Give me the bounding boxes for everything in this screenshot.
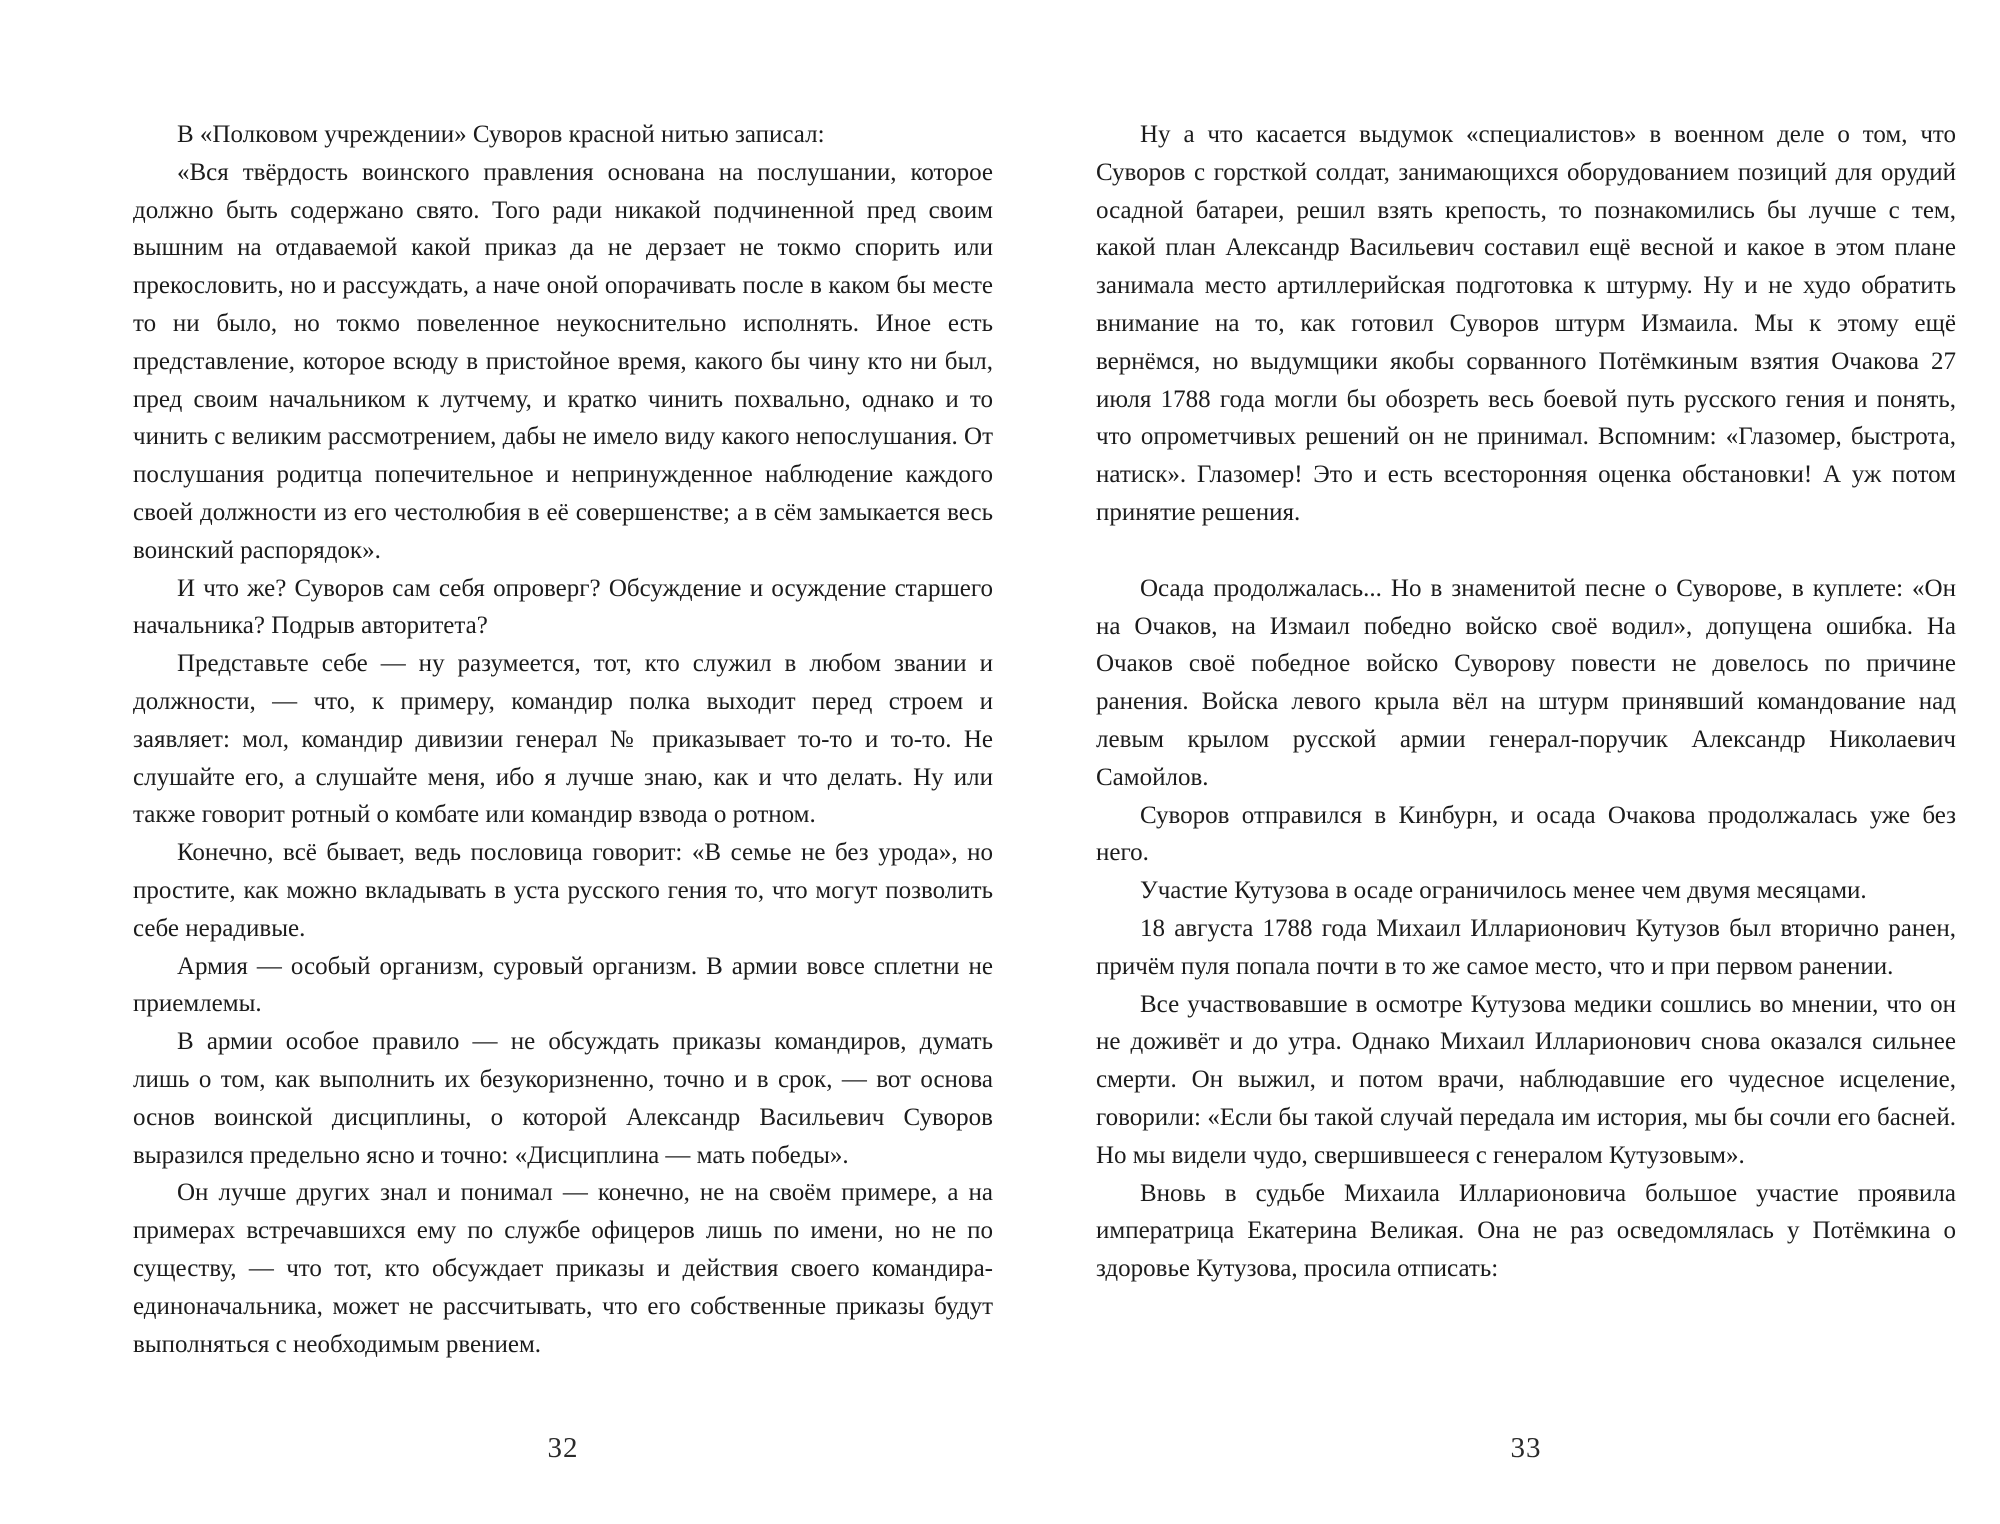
page-number: 32 [547, 1432, 579, 1464]
page-number: 33 [1510, 1432, 1542, 1464]
paragraph: «Вся твёрдость воинского правления основана на послушании, которое должно быть содержано свято. Того ради никакой подчиненной пред своим вышним на отдаваемой какой приказ да не дерзает не токмо спорить или прекословить, но и рассуждать, а наче оной опорачивать после в каком бы месте то ни было, но токмо повеленное неукоснительно исполнять. Иное есть представление, которое всюду в пристойное время, какого бы чину кто ни был, пред своим начальником к лутчему, и кратко чинить похвально, однако и то чинить с великим рассмотрением, дабы не имело виду какого непослушания. От послушания родитца попечительное и непринужденное наблюдение каждого своей должности из его честолюбия в её совершенстве; а в сём замыкается весь воинский распорядок». [133, 158, 993, 564]
right-page-text [1096, 116, 1956, 1288]
paragraph: Осада продолжалась... Но в знаменитой песне о Суворове, в куплете: «Он на Очаков, на Измаил победно войско своё водил», допущена ошибка. На Очаков своё победное войско Суворову повести не довелось по причине ранения. Войска левого крыла вёл на штурм принявший командование над левым крылом русской армии генерал-поручик Александр Николаевич Самойлов. [1096, 574, 1956, 791]
left-page-text [133, 116, 993, 1363]
left-page [133, 116, 993, 1496]
paragraph: Конечно, всё бывает, ведь пословица говорит: «В семье не без урода», но простите, как можно вкладывать в уста русского гения то, что могут позволить себе нерадивые. [133, 839, 993, 942]
paragraph: Представьте себе — ну разумеется, тот, кто служил в любом звании и должности, — что, к примеру, командир полка выходит перед строем и заявляет: мол, командир дивизии генерал № приказывает то-то и то-то. Не слушайте его, а слушайте меня, ибо я лучше знаю, как и что делать. Ну или также говорит ротный о комбате или командир взвода о ротном. [133, 650, 993, 829]
paragraph: Армия — особый организм, суровый организм. В армии вовсе сплетни не приемлемы. [133, 952, 993, 1018]
paragraph: Участие Кутузова в осаде ограничилось менее чем двумя месяцами. [1140, 877, 1867, 905]
paragraph: Суворов отправился в Кинбурн, и осада Очакова продолжалась уже без него. [1096, 801, 1956, 867]
right-page [1096, 116, 1956, 1496]
paragraph: В армии особое правило — не обсуждать приказы командиров, думать лишь о том, как выполнить их безукоризненно, точно и в срок, — вот основа основ воинской дисциплины, о которой Александр Васильевич Суворов выразился предельно ясно и точно: «Дисциплина — мать победы». [133, 1028, 993, 1169]
paragraph: Все участвовавшие в осмотре Кутузова медики сошлись во мнении, что он не доживёт и до утра. Однако Михаил Илларионович снова оказался сильнее смерти. Он выжил, и потом врачи, наблюдавшие его чудесное исцеление, говорили: «Если бы такой случай передала им история, мы бы сочли его басней. Но мы видели чудо, свершившееся с генералом Кутузовым». [1096, 990, 1956, 1169]
paragraph: В «Полковом учреждении» Суворов красной нитью записал: [177, 121, 825, 148]
paragraph: Ну а что касается выдумок «специалистов» в военном деле о том, что Суворов с горсткой солдат, занимающихся оборудованием позиций для орудий осадной батареи, решил взять крепость, то познакомились бы лучше с тем, какой план Александр Васильевич составил ещё весной и какое в этом плане занимала место артиллерийская подготовка к штурму. Ну и не худо обратить внимание на то, как готовил Суворов штурм Измаила. Мы к этому ещё вернёмся, но выдумщики якобы сорванного Потёмкиным взятия Очакова 27 июля 1788 года могли бы обозреть весь боевой путь русского гения и понять, что опрометчивых решений он не принимал. Вспомним: «Глазомер, быстрота, натиск». Глазомер! Это и есть всесторонняя оценка обстановки! А уж потом принятие решения. [1096, 121, 1956, 526]
paragraph: Вновь в судьбе Михаила Илларионовича большое участие проявила императрица Екатерина Великая. Она не раз осведомлялась у Потёмкина о здоровье Кутузова, просила отписать: [1096, 1179, 1956, 1283]
paragraph: Он лучше других знал и понимал — конечно, не на своём примере, а на примерах встречавшихся ему по службе офицеров лишь по имени, но не по существу, — что тот, кто обсуждает приказы и действия своего командира-единоначальника, может не рассчитывать, что его собственные приказы будут выполняться с необходимым рвением. [133, 1179, 993, 1358]
paragraph: И что же? Суворов сам себя опроверг? Обсуждение и осуждение старшего начальника? Подрыв авторитета? [133, 574, 993, 640]
paragraph: 18 августа 1788 года Михаил Илларионович Кутузов был вторично ранен, причём пуля попала почти в то же самое место, что и при первом ранении. [1096, 914, 1956, 980]
